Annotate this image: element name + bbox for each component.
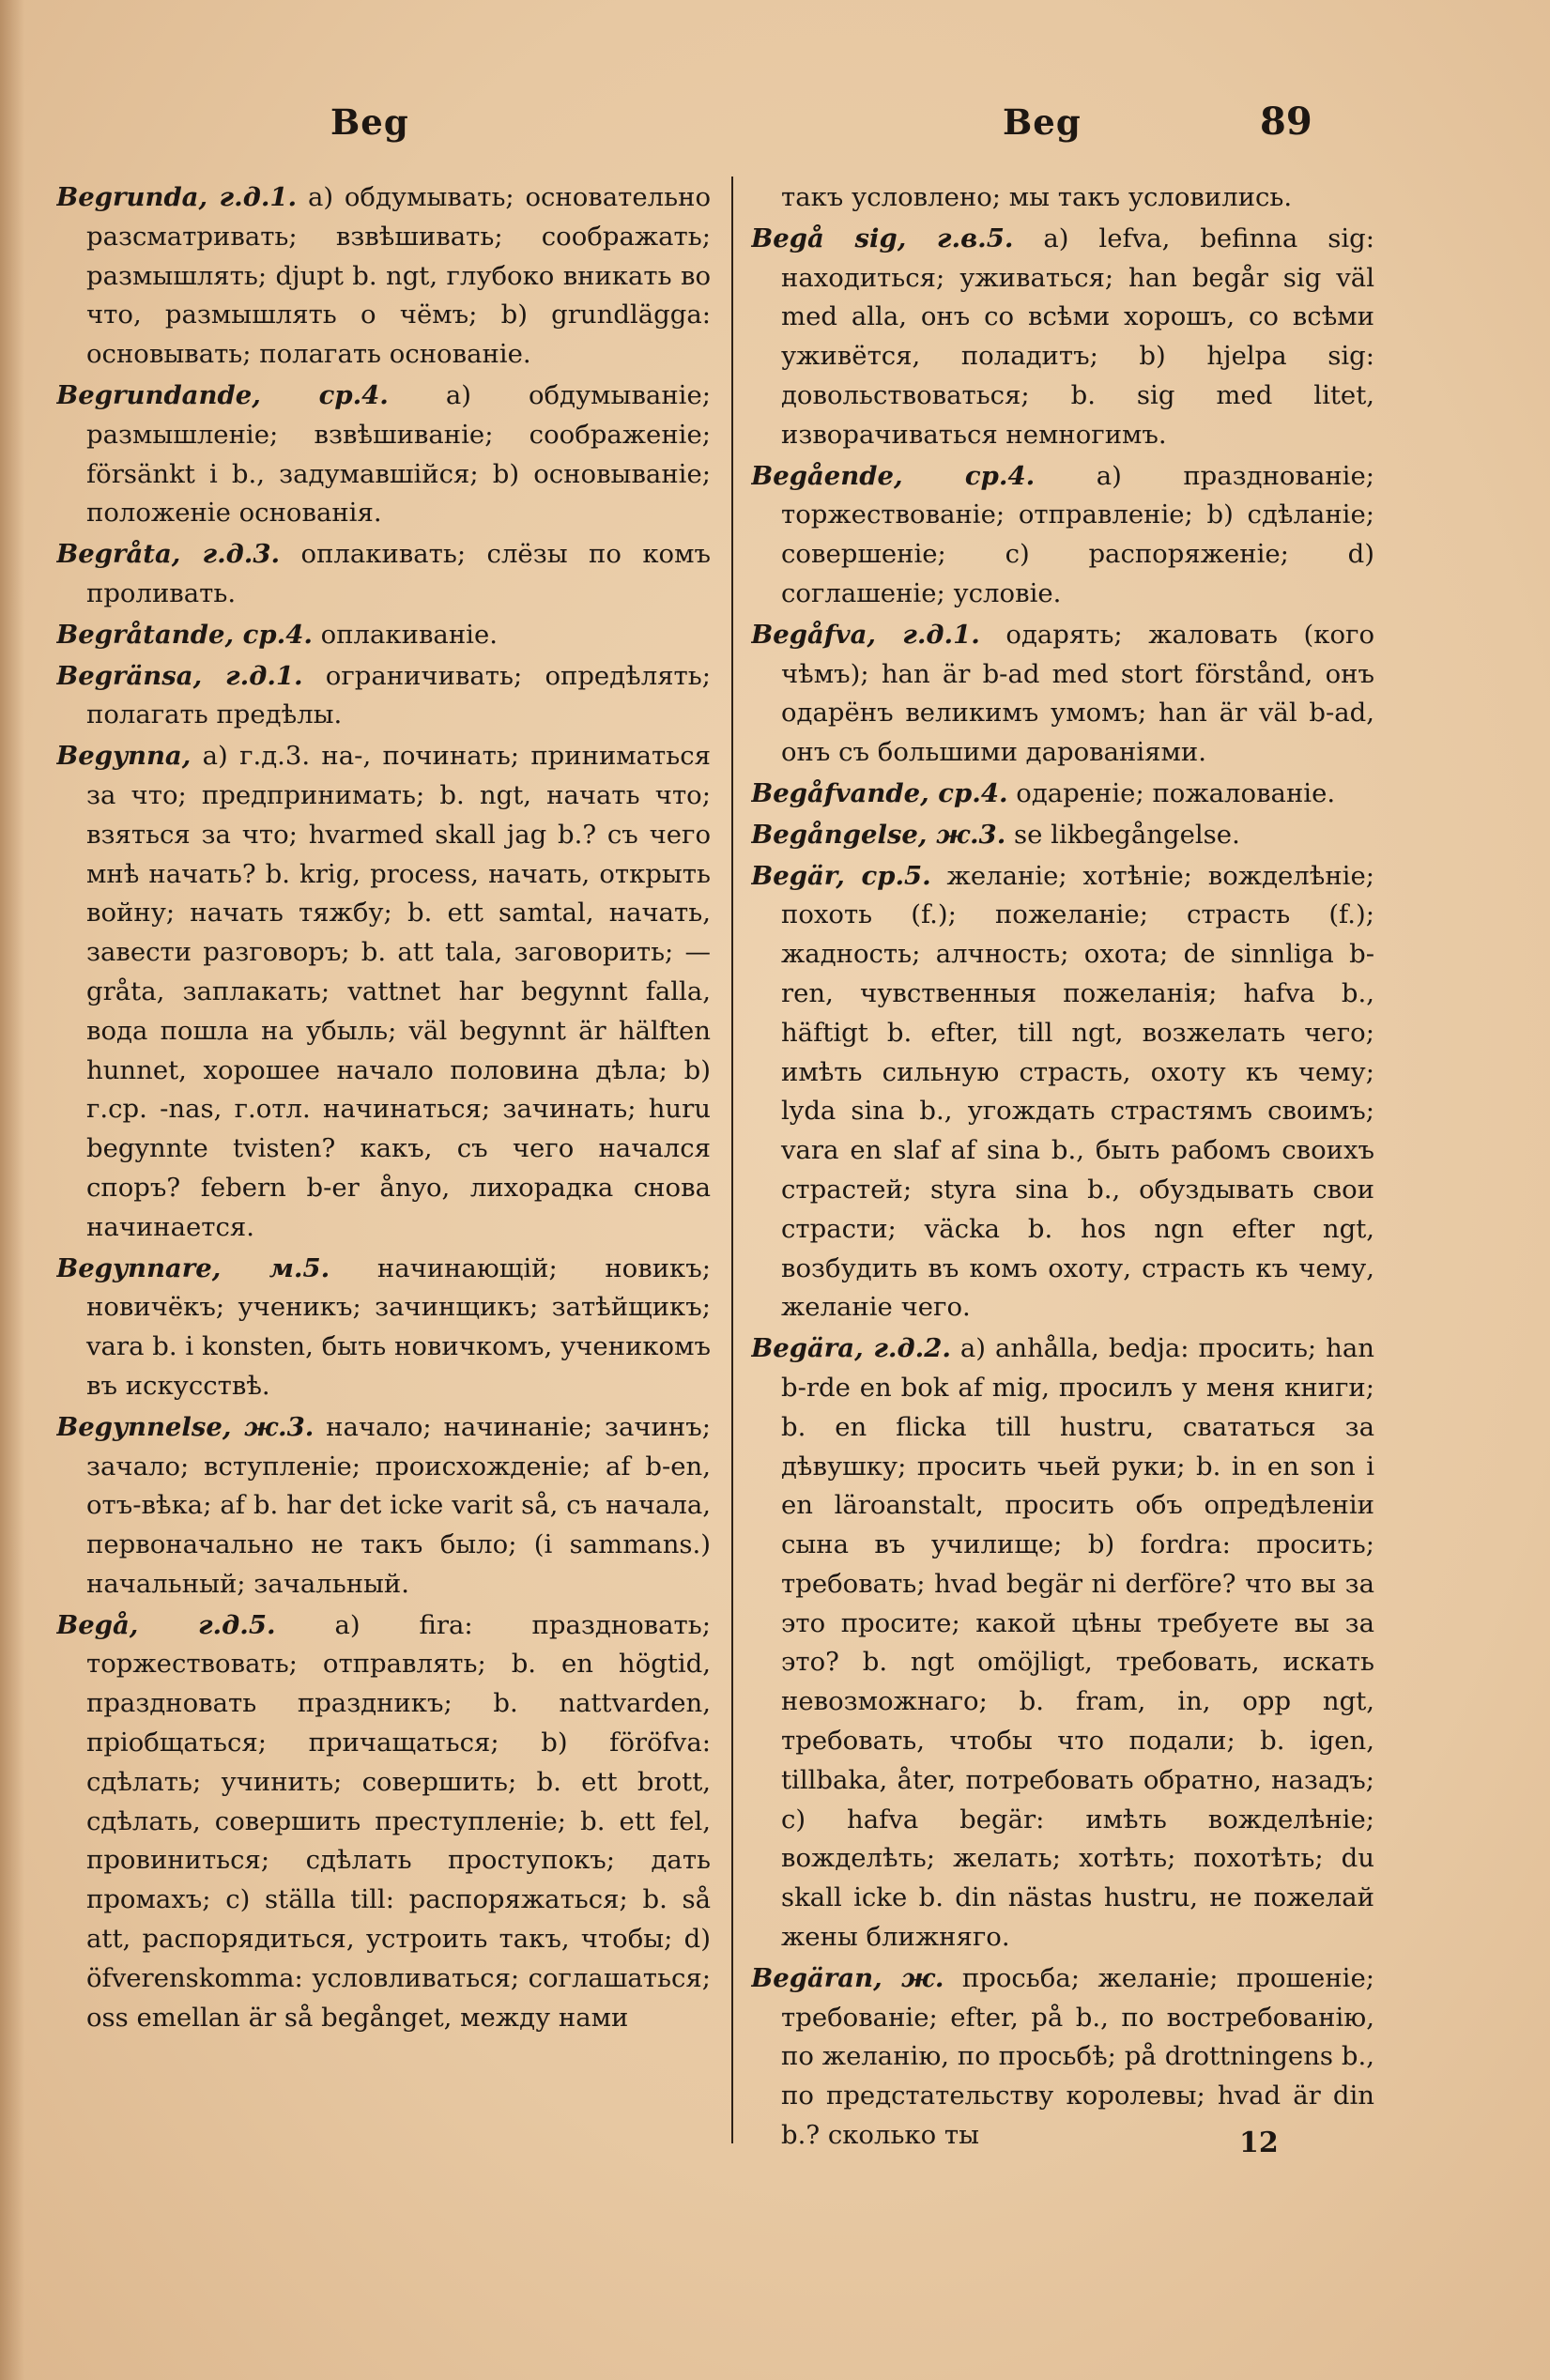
entry	[751, 616, 1374, 773]
entry	[751, 1329, 1374, 1958]
signature-mark: 12	[1239, 2127, 1279, 2159]
definition: оплакиваніе.	[320, 619, 498, 650]
definition: а) fira: праздновать; торжествовать; отправлять; b. en högtid, праздновать праздникъ; b. nattvarden, пріобщаться; причащаться; b) föröfva: сдѣлать; учинить; совершить; b. ett brott, сдѣлать, совершить преступленіе; b. ett fel, провиниться; сдѣлать проступокъ; дать промахъ; c) ställa till: распоряжаться; b. så att, распорядиться, устроить такъ, чтобы; d) öfverenskomma: условливаться; соглашаться; oss emellan är så begånget, между нами	[86, 1609, 711, 2033]
definition: а) г.д.3. на-, починать; приниматься за что; предпринимать; b. ngt, начать что; взяться за что; hvarmed skall jag b.? съ чего мнѣ начать? b. krig, process, начать, открыть войну; начать тяжбу; b. ett samtal, начать, завести разговоръ; b. att tala, заговорить; — gråta, заплакать; vattnet har begynnt falla, вода пошла на убыль; väl begynnt är hälften hunnet, хорошее начало половина дѣла; b) г.ср. -nas, г.отл. начинаться; зачинать; huru begynnte tvisten? какъ, съ чего начался споръ? febern b-er ånyo, лихорадка снова начинается.	[86, 741, 711, 1242]
definition: оплакивать; слёзы по комъ проливать.	[86, 539, 711, 608]
definition: одарять; жаловать (кого чѣмъ); han är b-ad med stort förstånd, онъ одарёнъ великимъ умомъ; han är väl b-ad, онъ съ большими дарованіями.	[781, 619, 1374, 768]
entry	[56, 376, 711, 533]
definition: а) празднованіе; торжествованіе; отправленіе; b) сдѣланіе; совершеніе; c) распоряженіе; d) соглашеніе; условіе.	[781, 460, 1374, 608]
entry	[751, 457, 1374, 614]
left-column	[56, 178, 711, 2319]
definition: а) anhålla, bedja: просить; han b-rde en bok af mig, просилъ у меня книги; b. en flicka till hustru, свататься за дѣвушку; просить чьей руки; b. in en son i en läroanstalt, просить объ опредѣленіи сына въ училище; b) fordra: просить; требовать; hvad begär ni derföre? что вы за это просите; какой цѣны требуете вы за это? b. ngt omöjligt, требовать, искать невозможнаго; b. fram, in, opp ngt, требовать, чтобы что подали; b. igen, tillbaka, åter, потребовать обратно, назадъ; c) hafva begär: имѣть вожделѣніе; вожделѣть; желать; хотѣть; похотѣть; du skall icke b. din nästas hustru, не пожелай жены ближняго.	[781, 1333, 1374, 1953]
definition: se likbegångelse.	[1014, 819, 1240, 850]
entry	[751, 816, 1374, 855]
entry-continuation	[751, 178, 1374, 218]
headword: Begråtande, ср.4.	[56, 619, 313, 650]
definition: одареніе; пожалованіе.	[1016, 777, 1336, 808]
right-column	[751, 178, 1374, 2319]
column-divider	[731, 177, 733, 2143]
headword: Begynnare, м.5.	[56, 1252, 330, 1283]
entry	[56, 1606, 711, 2038]
entry	[56, 535, 711, 614]
definition: а) обдумываніе; размышленіе; взвѣшиваніе; соображеніе; försänkt i b., задумавшійся; b) основываніе; положеніе основанія.	[86, 379, 711, 529]
headword: Begåfva, г.д.1.	[751, 619, 980, 650]
definition: начало; начинаніе; зачинъ; зачало; вступленіе; происхожденіе; af b-en, отъ-вѣка; af b. har det icke varit så, съ начала, первоначально не такъ было; (i sammans.) начальный; зачальный.	[86, 1411, 711, 1599]
entry	[56, 657, 711, 736]
headword: Begående, ср.4.	[751, 460, 1036, 491]
definition: ограничивать; опредѣлять; полагать предѣлы.	[86, 660, 711, 730]
entry	[751, 775, 1374, 814]
entry	[56, 737, 711, 1247]
definition: такъ условлено; мы такъ условились.	[781, 182, 1293, 212]
definition: начинающій; новикъ; новичёкъ; ученикъ; зачинщикъ; затѣйщикъ; vara b. i konsten, быть новичкомъ, ученикомъ въ искусствѣ.	[86, 1252, 711, 1401]
headword: Begrundande, ср.4.	[56, 379, 389, 410]
headword: Begråta, г.д.3.	[56, 539, 281, 570]
definition: а) lefva, befinna sig: находиться; уживаться; han begår sig väl med alla, онъ со всѣми хорошъ, со всѣми уживётся, поладитъ; b) hjelpa sig: довольствоваться; b. sig med litet, изворачиваться немногимъ.	[781, 223, 1374, 450]
entry	[56, 616, 711, 655]
definition: а) обдумывать; основательно разсматривать; взвѣшивать; соображать; размышлять; djupt b. ngt, глубоко вникать во что, размышлять о чёмъ; b) grundlägga: основывать; полагать основаніе.	[86, 182, 711, 370]
entry	[56, 1408, 711, 1605]
running-head-left: Beg	[330, 101, 409, 143]
headword: Begär, ср.5.	[751, 860, 931, 891]
running-head-right: Beg	[1003, 101, 1082, 143]
headword: Begrunda, г.д.1.	[56, 182, 298, 212]
headword: Begå, г.д.5.	[56, 1609, 276, 1640]
entry	[56, 1250, 711, 1406]
entry	[56, 178, 711, 375]
headword: Begränsa, г.д.1.	[56, 660, 303, 691]
headword: Begångelse, ж.3.	[751, 819, 1006, 850]
entry	[751, 220, 1374, 455]
headword: Begå sig, г.в.5.	[751, 223, 1014, 253]
page-edge-shadow	[0, 0, 24, 2380]
headword: Begåfvande, ср.4.	[751, 777, 1008, 808]
definition: просьба; желаніе; прошеніе; требованіе; efter, på b., по востребованію, по желанію, по просьбѣ; på drottningens b., по предстательству королевы; hvad är din b.? сколько ты	[781, 1962, 1374, 2151]
entry	[751, 1959, 1374, 2156]
headword: Begynnelse, ж.3.	[56, 1411, 315, 1442]
headword: Begära, г.д.2.	[751, 1333, 951, 1364]
definition: желаніе; хотѣніе; вожделѣніе; похоть (f.); пожеланіе; страсть (f.); жадность; алчность; охота; de sinnliga b-ren, чувственныя пожеланія; hafva b., häftigt b. efter, till ngt, возжелать чего; имѣть сильную страсть, охоту къ чему; lyda sina b., угождать страстямъ своимъ; vara en slaf af sina b., быть рабомъ своихъ страстей; styra sina b., обуздывать свои страсти; väcka b. hos ngn efter ngt, возбудить въ комъ охоту, страсть къ чему, желаніе чего.	[781, 860, 1374, 1323]
headword: Begynna,	[56, 741, 192, 772]
entry	[751, 857, 1374, 1328]
page-number: 89	[1260, 100, 1312, 144]
headword: Begäran, ж.	[751, 1962, 944, 1993]
